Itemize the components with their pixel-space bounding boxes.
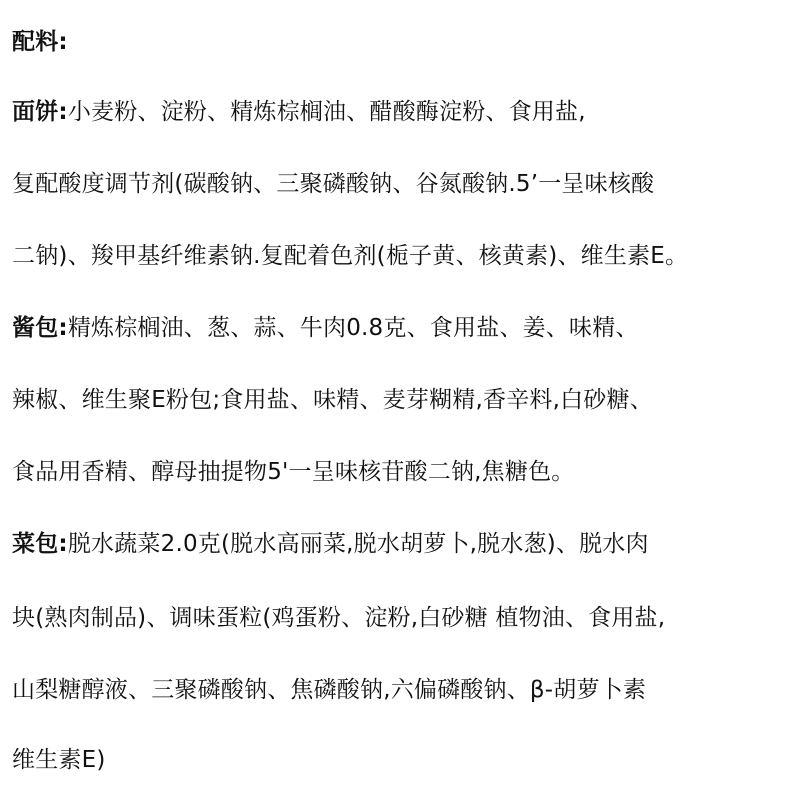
vegetable-packet-line-2: 块(熟肉制品)、调味蛋粒(鸡蛋粉、淀粉,白砂糖 植物油、食用盐, xyxy=(12,605,666,631)
sauce-packet-line-3: 食品用香精、醇母抽提物5'一呈味核苷酸二钠,焦糖色。 xyxy=(12,459,575,485)
sauce-packet-line-1 xyxy=(12,313,639,343)
vegetable-packet-line-3: 山梨糖醇液、三聚磷酸钠、焦磷酸钠,六偏磷酸钠、β-胡萝卜素 xyxy=(12,677,647,703)
noodle-cake-line-1 xyxy=(12,97,586,127)
ingredients-title: 配料: xyxy=(12,29,68,55)
vegetable-packet-line-4: 维生素E) xyxy=(12,747,106,773)
noodle-cake-label: 面饼: xyxy=(12,99,68,125)
noodle-cake-line-2: 复配酸度调节剂(碳酸钠、三聚磷酸钠、谷氮酸钠.5’一呈味核酸 xyxy=(12,171,655,197)
noodle-cake-text-1: 小麦粉、淀粉、精炼棕榈油、醋酸酶淀粉、食用盐, xyxy=(67,99,586,125)
noodle-cake-line-3: 二钠)、羧甲基纤维素钠.复配着色剂(栀子黄、核黄素)、维生素E。 xyxy=(12,243,689,269)
vegetable-packet-line-1 xyxy=(12,529,649,559)
sauce-packet-line-2: 辣椒、维生聚E粉包;食用盐、味精、麦芽糊精,香辛料,白砂糖、 xyxy=(12,387,653,413)
vegetable-packet-label: 菜包: xyxy=(12,531,68,557)
vegetable-packet-text-1: 脱水蔬菜2.0克(脱水高丽菜,脱水胡萝卜,脱水葱)、脱水肉 xyxy=(67,531,649,557)
sauce-packet-label: 酱包: xyxy=(12,315,68,341)
sauce-packet-text-1: 精炼棕榈油、葱、蒜、牛肉0.8克、食用盐、姜、味精、 xyxy=(67,315,639,341)
